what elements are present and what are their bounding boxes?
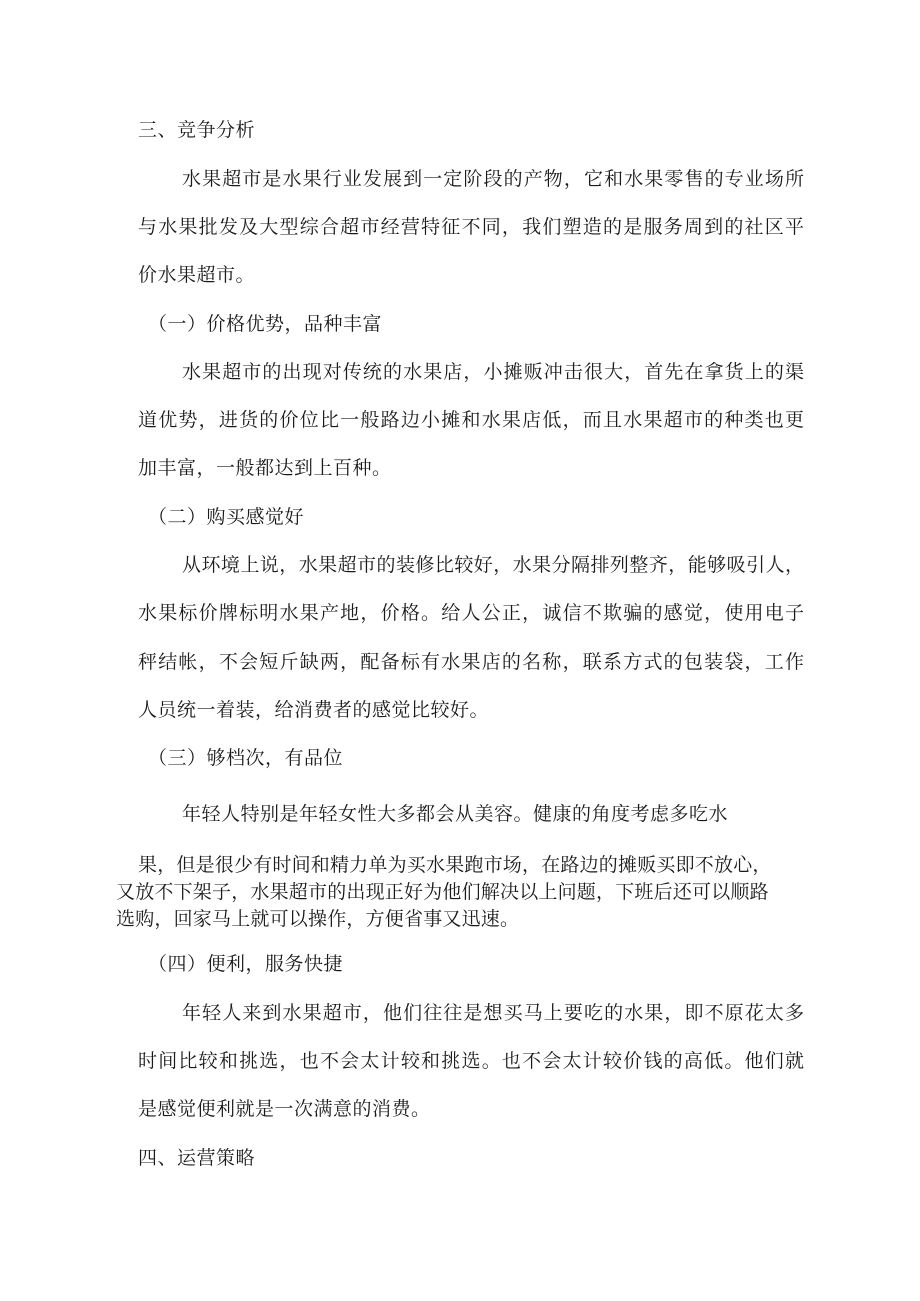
sub3-line-1: 年轻人特别是年轻女性大多都会从美容。健康的角度考虑多吃水 (182, 803, 729, 825)
section-heading-competition: 三、竞争分析 (138, 119, 256, 141)
intro-line-1: 水果超市是水果行业发展到一定阶段的产物，它和水果零售的专业场所 (182, 168, 806, 190)
sub2-line-2: 水果标价牌标明水果产地，价格。给人公正，诚信不欺骗的感觉，使用电子 (138, 602, 806, 624)
subheading-price-advantage: （一）价格优势，品种丰富 (148, 313, 383, 335)
sub3-line-4: 选购，回家马上就可以操作，方便省事又迅速。 (116, 908, 520, 930)
subheading-convenience: （四）便利，服务快捷 (148, 953, 344, 975)
subheading-shopping-experience: （二）购买感觉好 (148, 506, 305, 528)
sub2-line-4: 人员统一着装，给消费者的感觉比较好。 (138, 699, 490, 721)
sub1-line-1: 水果超市的出现对传统的水果店，小摊贩冲击很大，首先在拿货上的渠 (182, 361, 806, 383)
subheading-quality-taste: （三）够档次，有品位 (148, 747, 344, 769)
sub4-line-3: 是感觉便利就是一次满意的消费。 (138, 1098, 431, 1120)
sub2-line-3: 秤结帐，不会短斤缺两，配备标有水果店的名称，联系方式的包装袋，工作 (138, 651, 806, 673)
sub3-line-2: 果，但是很少有时间和精力单为买水果跑市场，在路边的摊贩买即不放心， (138, 854, 772, 876)
sub3-line-3: 又放不下架子，水果超市的出现正好为他们解决以上问题，下班后还可以顺路 (116, 881, 769, 903)
intro-line-2: 与水果批发及大型综合超市经营特征不同，我们塑造的是服务周到的社区平 (138, 216, 806, 238)
sub1-line-3: 加丰富，一般都达到上百种。 (138, 457, 392, 479)
sub4-line-2: 时间比较和挑选，也不会太计较和挑选。也不会太计较价钱的高低。他们就 (138, 1050, 806, 1072)
sub4-line-1: 年轻人来到水果超市，他们往往是想买马上要吃的水果，即不原花太多 (182, 1002, 806, 1024)
sub2-line-1: 从环境上说，水果超市的装修比较好，水果分隔排列整齐，能够吸引人， (182, 554, 805, 576)
sub1-line-2: 道优势，进货的价位比一般路边小摊和水果店低，而且水果超市的种类也更 (138, 409, 806, 431)
intro-line-3: 价水果超市。 (138, 264, 256, 286)
section-heading-operations: 四、运营策略 (138, 1147, 256, 1169)
